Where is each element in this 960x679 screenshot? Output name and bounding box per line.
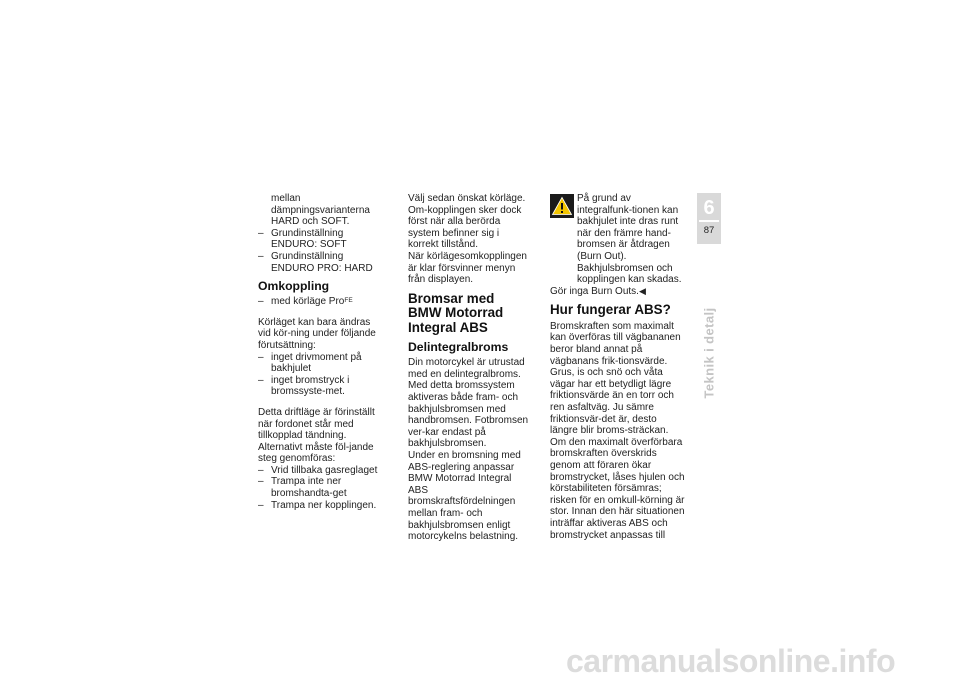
paragraph-wheel-lock: Om den maximalt överförbara bromskraften överskrids genom att föraren ökar bromstrycket, låses hjulen och körstabiliteten försämras; risken för en omkull-körning är stor. Innan den här situationen inträffar aktiveras ABS och bromstrycket anpassas till xyxy=(550,436,685,541)
list-item-throttle: – Vrid tillbaka gasreglaget xyxy=(258,465,380,477)
side-label-text: Teknik i detalj xyxy=(701,307,717,399)
list-item-pro-mode xyxy=(258,296,380,308)
warning-end-line xyxy=(550,286,686,298)
paragraph-friction: Bromskraften som maximalt kan överföras till vägbananen beror bland annat på vägbanans frik-tionsvärde. Grus, is och snö och våta vägar har ett betydligt lägre friktionsvärde än en torr och ren asfaltväg. Ju sämre friktionsvär-det är, desto längre blir broms-sträckan. xyxy=(550,320,681,437)
end-triangle-icon: ◀ xyxy=(638,285,646,296)
list-item-clutch: – Trampa ner kopplingen. xyxy=(258,500,380,512)
pro-mode-superscript: FE xyxy=(344,297,353,305)
paragraph-default-mode: Detta driftläge är förinställt när fordonet står med tillkopplad tändning. Alternativt måste föl-jande steg genomföras: xyxy=(258,406,375,465)
column-2 xyxy=(408,193,530,543)
heading-partial-integral-brake: Delintegralbroms xyxy=(408,340,509,355)
heading-brakes-integral-abs: Bromsar med BMW Motorrad Integral ABS xyxy=(408,290,504,335)
page-number: 87 xyxy=(703,225,715,236)
side-label xyxy=(696,307,722,399)
column-1 xyxy=(258,193,380,511)
paragraph-damping-variants: mellan dämpningsvarianterna HARD och SOFT. xyxy=(271,193,370,228)
warning-text-body: På grund av integralfunk-tionen kan bakhjulet inte dras runt när den främre hand-bromsen är åtdragen (Burn Out). Bakhjulsbromsen och kopplingen kan skadas. xyxy=(577,193,682,286)
heading-omkoppling: Omkoppling xyxy=(258,279,330,294)
list-item-enduro: – Grundinställning ENDURO: SOFT xyxy=(258,228,380,251)
watermark: carmanualsonline.info xyxy=(566,643,896,679)
warning-end-text: Gör inga Burn Outs. xyxy=(550,285,639,297)
heading-how-abs-works: Hur fungerar ABS? xyxy=(550,302,671,318)
list-item-no-torque: – inget drivmoment på bakhjulet xyxy=(258,352,380,375)
chapter-divider xyxy=(699,220,719,222)
paragraph-select-mode: Välj sedan önskat körläge. Om-kopplingen sker dock först när alla berörda system befinner sig i korrekt tillstånd. xyxy=(408,193,526,251)
paragraph-abs-regulation: Under en bromsning med ABS-reglering anpassar BMW Motorrad Integral ABS bromskraftsfördelningen mellan fram- och bakhjulsbromsen enligt motorcykelns belastning. xyxy=(408,450,521,543)
paragraph-partial-integral: Din motorcykel är utrustad med en delintegralbroms. Med detta bromssystem aktiveras både fram- och bakhjulsbromsen med handbromsen. Fotbromsen ver-kar endast på bakhjulsbromsen. xyxy=(408,357,529,450)
chapter-number: 6 xyxy=(703,197,715,219)
list-item-brake-lever: – Trampa inte ner bromshandta-get xyxy=(258,476,380,499)
column-3 xyxy=(550,193,686,541)
list-item-no-brake-pressure: – inget bromstryck i bromssyste-met. xyxy=(258,375,380,398)
list-item-enduro-pro: – Grundinställning ENDURO PRO: HARD xyxy=(258,251,380,274)
chapter-tab xyxy=(697,193,721,244)
warning-block xyxy=(550,193,686,297)
warning-triangle-icon xyxy=(550,194,574,218)
paragraph-menu-disappears: När körlägesomkopplingen är klar försvinner menyn från displayen. xyxy=(408,250,527,286)
paragraph-conditions: Körläget kan bara ändras vid kör-ning under följande förutsättning: xyxy=(258,316,376,351)
pro-mode-label: med körläge Pro xyxy=(271,296,345,308)
